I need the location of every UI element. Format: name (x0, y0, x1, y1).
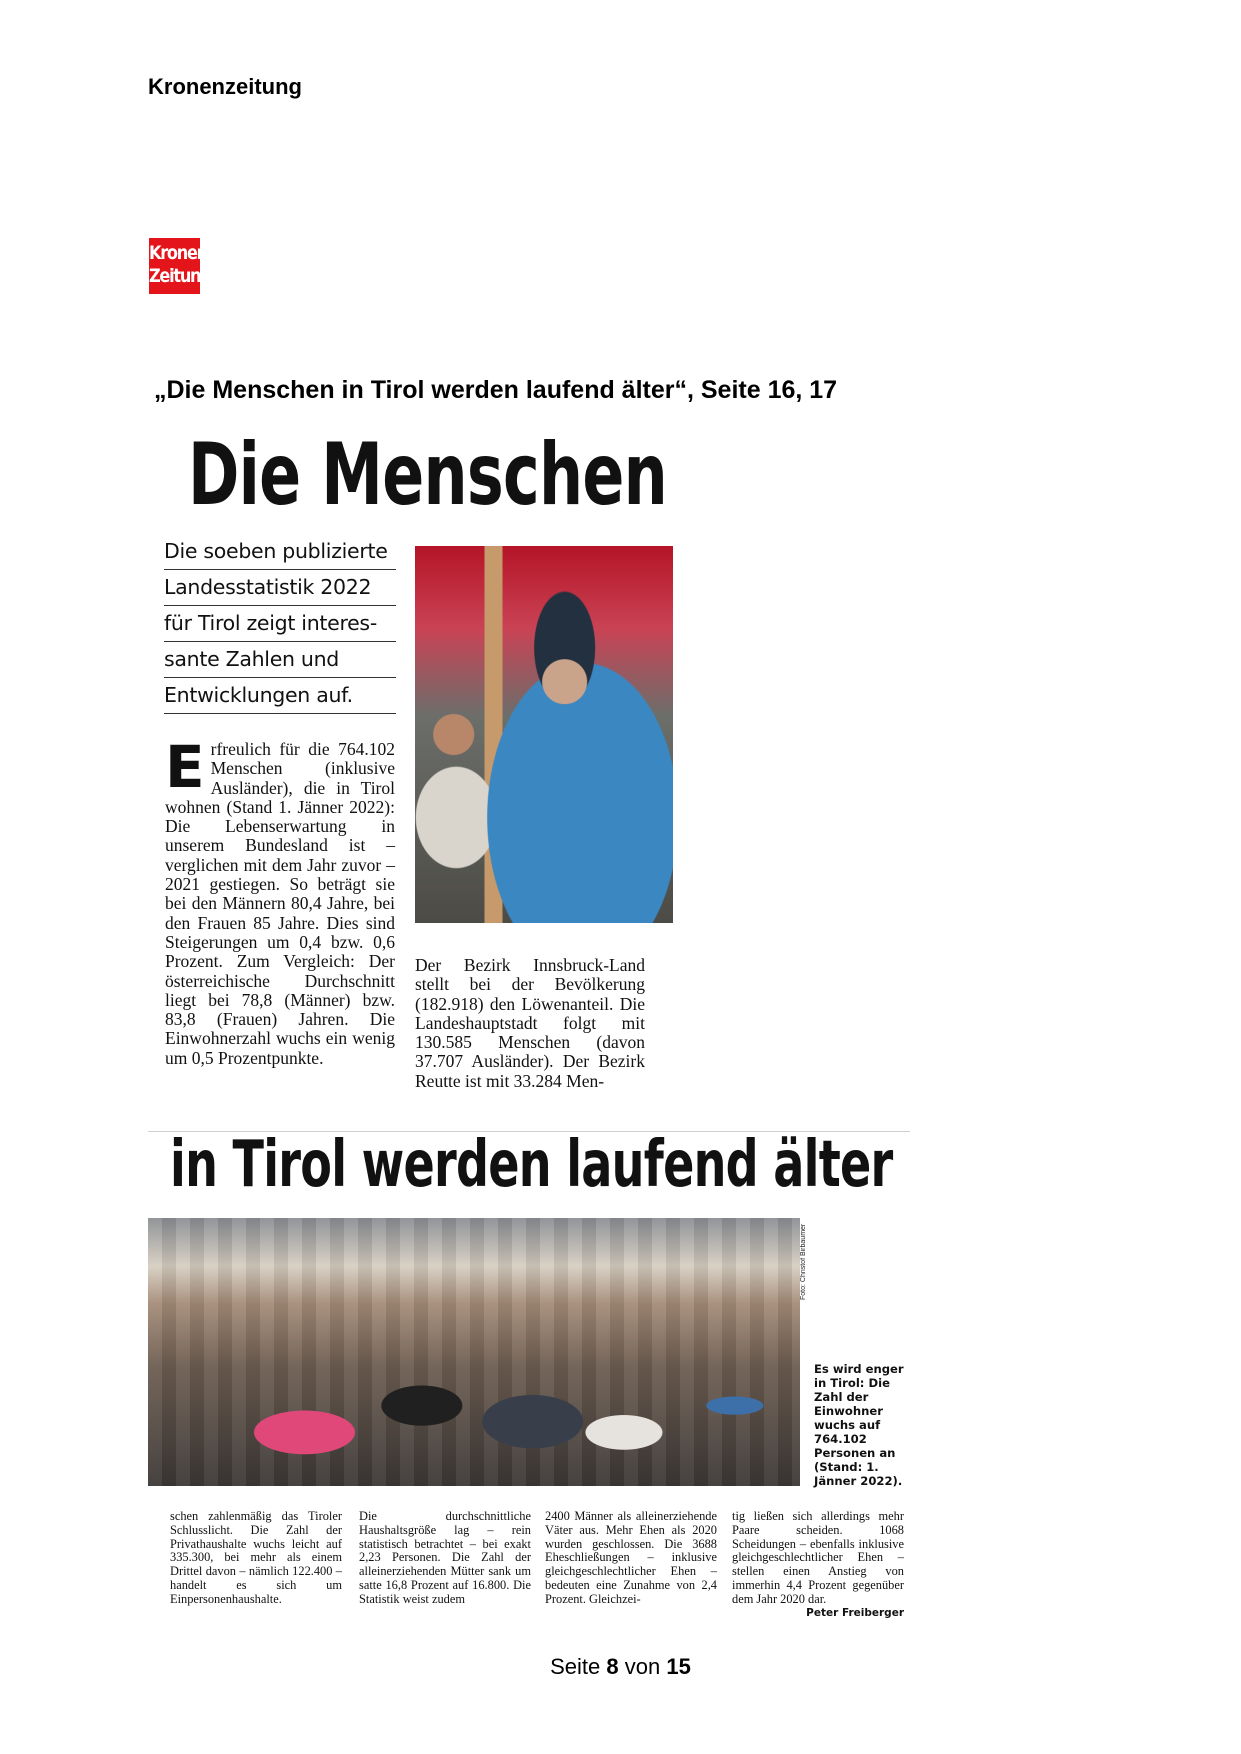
logo-line-2: Zeitung (149, 265, 211, 287)
page-label: Seite (550, 1654, 601, 1679)
logo-line-1: Kronen (149, 242, 207, 264)
bottom-column-1: schen zahlenmäßig das Tiroler Schlusslicht. Die Zahl der Privathaushalte wuchs leicht auf 335.300, bei mehr als einem Drittel davon – nämlich 122.400 – handelt es sich um Einpersonenhaushalte. (170, 1509, 342, 1606)
crowd-photo-portrait (415, 546, 673, 923)
body-column-1 (165, 733, 395, 1068)
bottom-column-3: 2400 Männer als alleinerziehende Väter aus. Mehr Ehen als 2020 wurden geschlossen. Die 3688 Eheschließungen – inklusive gleichgeschlechtlicher Ehen – bedeuten eine Zunahme von 2,4 Prozent. Gleichzei- (545, 1509, 717, 1606)
teaser-line: für Tirol zeigt interes- (164, 606, 396, 642)
kronen-zeitung-logo (149, 238, 211, 294)
body-column-2: Der Bezirk Innsbruck-Land stellt bei der Bevölkerung (182.918) den Löwenanteil. Die Landeshauptstadt folgt mit 130.585 Menschen (davon 37.707 Ausländer). Der Bezirk Reutte ist mit 33.284 Men- (415, 955, 645, 1091)
teaser-line: Entwicklungen auf. (164, 678, 396, 714)
article-reference-title: „Die Menschen in Tirol werden laufend älter“, Seite 16, 17 (154, 376, 838, 404)
drop-cap: E (165, 733, 205, 801)
photo-caption: Es wird enger in Tirol: Die Zahl der Einwohner wuchs auf 764.102 Personen an (Stand: 1. Jänner 2022). (814, 1362, 904, 1488)
page-current: 8 (606, 1654, 619, 1679)
bottom-text-4: tig ließen sich allerdings mehr Paare scheiden. 1068 Scheidungen – ebenfalls inklusive gleichgeschlechtlicher Ehen – stellen einen Anstieg von immerhin 4,4 Prozent gegenüber dem Jahr 2020 dar. (732, 1509, 904, 1606)
page-number (0, 1654, 1241, 1680)
teaser-line: Die soeben publizierte (164, 534, 396, 570)
body-text-1: rfreulich für die 764.102 Menschen (inklusive Ausländer), die in Tirol wohnen (Stand 1. Jänner 2022): Die Lebenserwartung in unserem Bundesland ist – verglichen mit dem Jahr zuvor – 2021 gestiegen. So beträgt sie bei den Männern 80,4 Jahre, bei den Frauen 85 Jahre. Dies sind Steigerungen um 0,4 bzw. 0,6 Prozent. Zum Vergleich: Der österreichische Durchschnitt liegt bei 78,8 (Männer) bzw. 83,8 (Frauen) Jahren. Die Einwohnerzahl wuchs ein wenig um 0,5 Prozentpunkte. (165, 739, 395, 1068)
author-name: Peter Freiberger (806, 1606, 904, 1619)
photo-credit: Foto: Christof Birbaumer (800, 1223, 807, 1300)
teaser-line: sante Zahlen und (164, 642, 396, 678)
page-total: 15 (666, 1654, 691, 1679)
headline-part-1: Die Menschen (188, 425, 667, 525)
crowd-photo-street (148, 1218, 800, 1486)
teaser-line: Landesstatistik 2022 (164, 570, 396, 606)
teaser-block (164, 534, 396, 714)
headline-part-2: in Tirol werden laufend älter (170, 1128, 893, 1202)
page-sep: von (624, 1654, 661, 1679)
bottom-column-4 (732, 1510, 904, 1620)
bottom-column-2: Die durchschnittliche Haushaltsgröße lag – rein statistisch betrachtet – bei exakt 2,23 Personen. Die Zahl der alleinerziehenden Mütter sank um satte 16,8 Prozent auf 16.800. Die Statistik weist zudem (359, 1509, 531, 1606)
document-source-label: Kronenzeitung (148, 74, 302, 99)
